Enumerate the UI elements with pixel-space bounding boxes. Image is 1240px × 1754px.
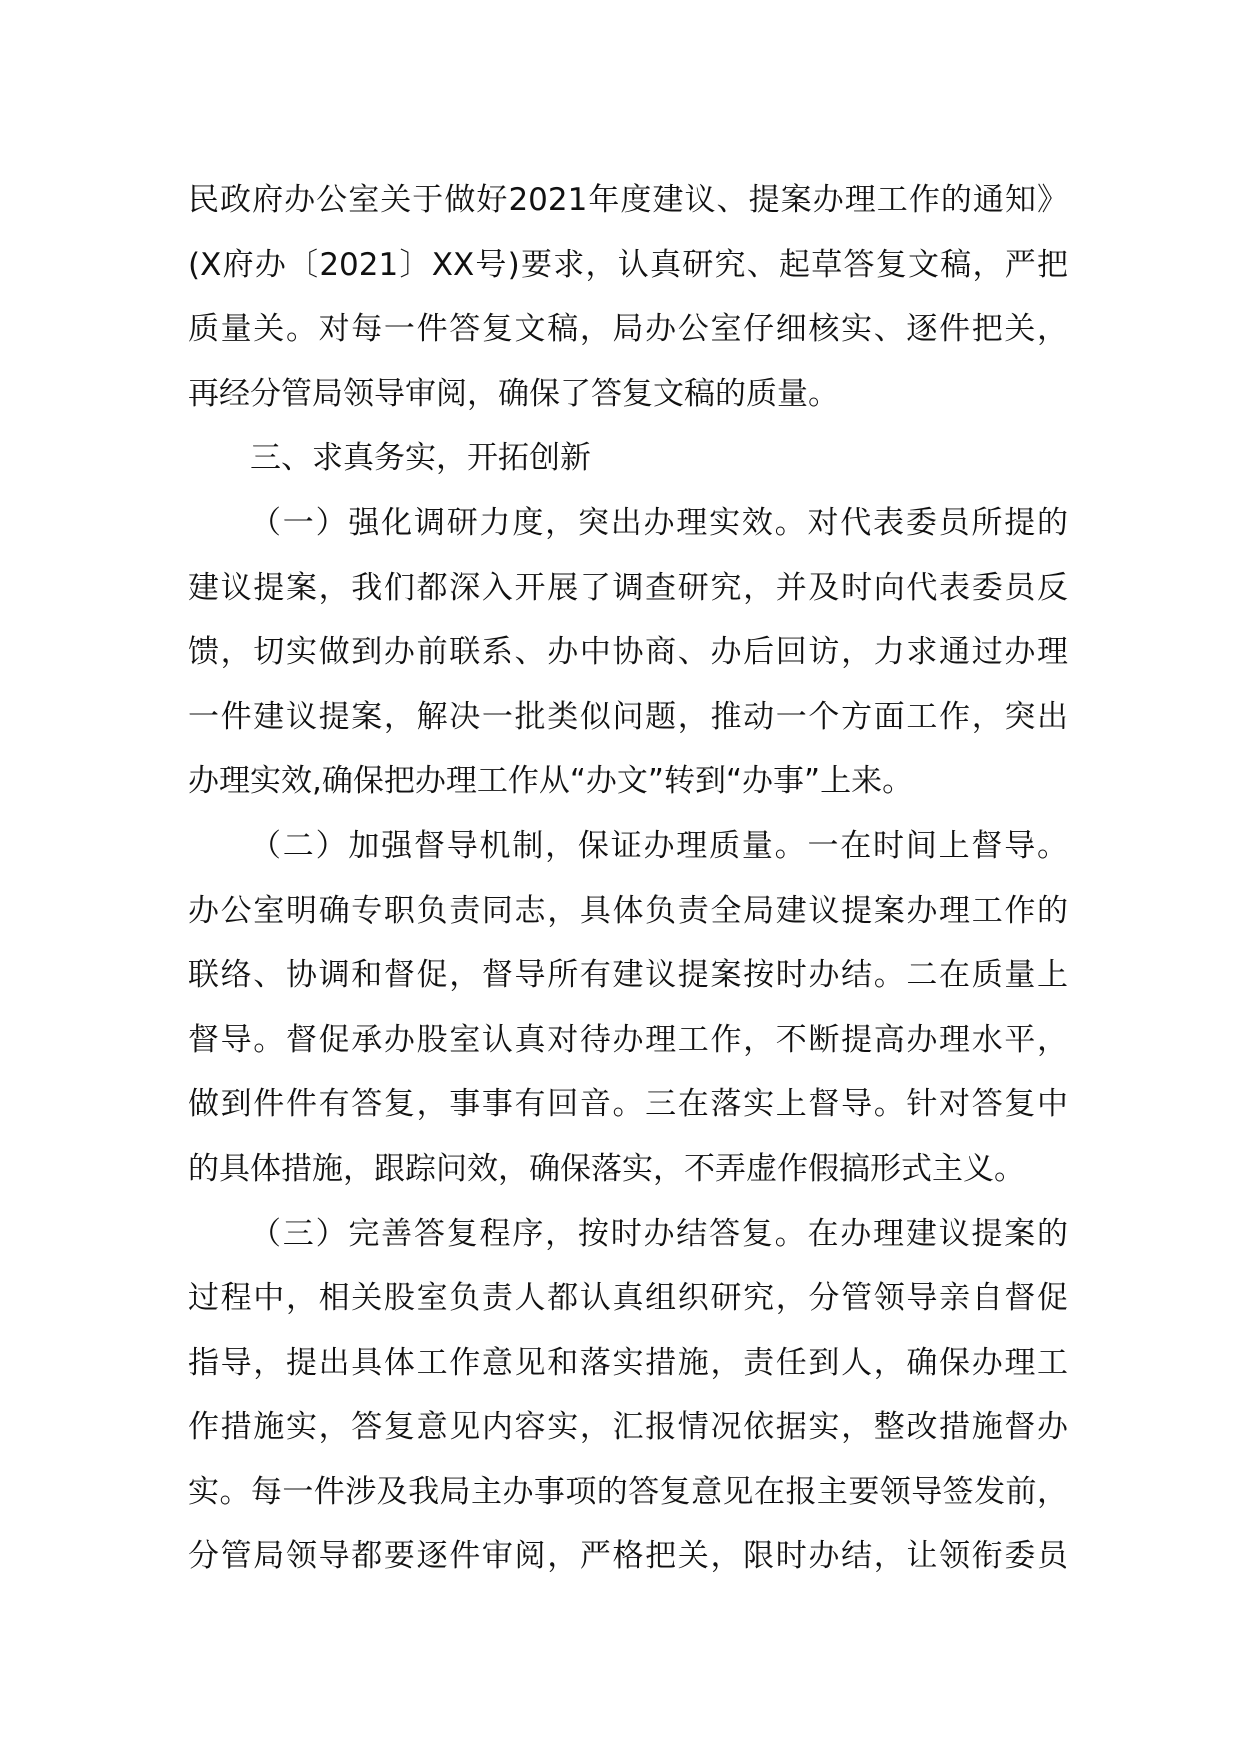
- text-line: 作措施实，答复意见内容实，汇报情况依据实，整改措施督办: [188, 1409, 1068, 1446]
- paragraph-continuation: [188, 168, 1068, 426]
- paragraph-item-1: [188, 491, 1068, 814]
- section-heading: [188, 426, 1068, 491]
- paragraph-item-3: [188, 1202, 1068, 1590]
- text-line: （二）加强督导机制，保证办理质量。一在时间上督导。: [250, 827, 1068, 864]
- text-line: 的具体措施，跟踪问效，确保落实，不弄虚作假搞形式主义。: [188, 1150, 1025, 1187]
- text-line: (X府办〔2021〕XX号)要求，认真研究、起草答复文稿，严把: [188, 246, 1068, 283]
- text-line: （三）完善答复程序，按时办结答复。在办理建议提案的: [250, 1215, 1068, 1252]
- text-line: 督导。督促承办股室认真对待办理工作，不断提高办理水平，: [188, 1021, 1068, 1058]
- text-line: （一）强化调研力度，突出办理实效。对代表委员所提的: [250, 504, 1068, 541]
- text-line: 联络、协调和督促，督导所有建议提案按时办结。二在质量上: [188, 957, 1068, 994]
- text-line: 办公室明确专职负责同志，具体负责全局建议提案办理工作的: [188, 892, 1068, 929]
- text-line: 做到件件有答复，事事有回音。三在落实上督导。针对答复中: [188, 1086, 1068, 1123]
- text-line: 一件建议提案，解决一批类似问题，推动一个方面工作，突出: [188, 698, 1068, 735]
- text-line: 过程中，相关股室负责人都认真组织研究，分管领导亲自督促: [188, 1280, 1068, 1317]
- text-line: 建议提案，我们都深入开展了调查研究，并及时向代表委员反: [188, 569, 1068, 606]
- text-line: 指导，提出具体工作意见和落实措施，责任到人，确保办理工: [188, 1344, 1068, 1381]
- text-line: 质量关。对每一件答复文稿，局办公室仔细核实、逐件把关，: [188, 311, 1068, 348]
- heading-text: 三、求真务实，开拓创新: [250, 440, 591, 477]
- paragraph-item-2: [188, 814, 1068, 1202]
- text-line: 实。每一件涉及我局主办事项的答复意见在报主要领导签发前，: [188, 1473, 1068, 1510]
- text-line: 再经分管局领导审阅，确保了答复文稿的质量。: [188, 375, 839, 412]
- text-line: 民政府办公室关于做好2021年度建议、提案办理工作的通知》: [188, 182, 1068, 218]
- text-line: 馈，切实做到办前联系、办中协商、办后回访，力求通过办理: [188, 634, 1068, 671]
- text-line: 办理实效,确保把办理工作从“办文”转到“办事”上来。: [188, 763, 914, 800]
- document-body: [188, 168, 1068, 1589]
- text-line: 分管局领导都要逐件审阅，严格把关，限时办结，让领衔委员: [188, 1538, 1068, 1575]
